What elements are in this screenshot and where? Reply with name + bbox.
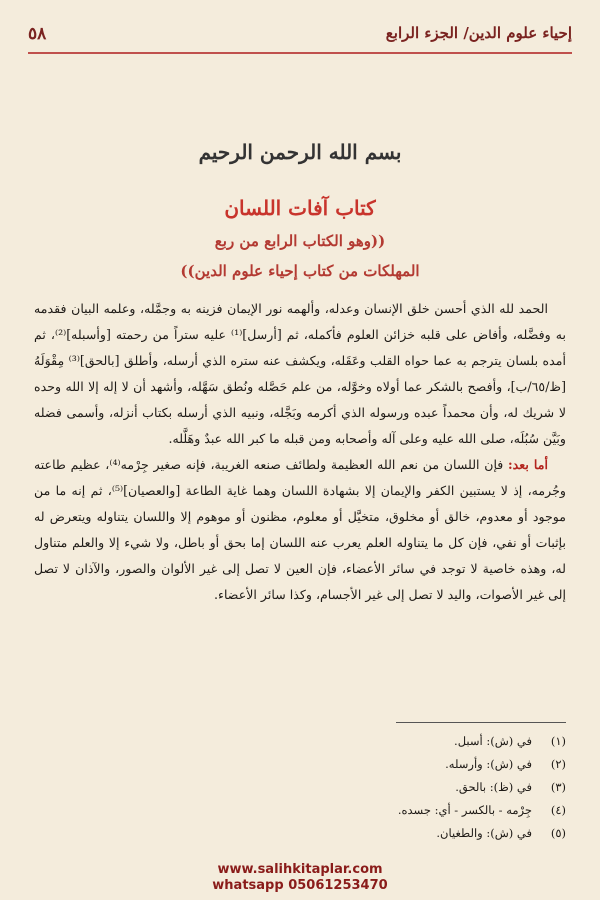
header-title: إحياء علوم الدين/ الجزء الرابع: [385, 24, 572, 42]
footnote-divider: [396, 722, 566, 723]
paragraph-1: الحمد لله الذي أحسن خلق الإنسان وعدله، وألهمه نور الإيمان فزينه به وجمَّله، وعلمه البيان فقدمه به وفضَّله، وأفاض على قلبه خزائن العلوم فأكمله، ثم [أرسل]⁽¹⁾ عليه ستراً من رحمته [وأسبله]⁽²⁾، ثم أمده بلسان يترجم به عما حواه القلب وعَقَله، ويكشف عنه ستره الذي أرسله، وأطلق [بالحق]⁽³⁾ مِقْوَلَهُ [ظ/٦٥/ب]، وأفصح بالشكر عما أولاه وخوَّله، من علم حَصَّله ونُطق سَهَّله، وأشهد أن لا إله إلا الله وحده لا شريك له، وأن محمداً عبده ورسوله الذي أكرمه وبَجَّله، ونبيه الذي أرسله بكتاب أنزله، وأسمى فضله وبَيَّن سُبُلَه، صلى الله عليه وعلى آله وأصحابه ومن قبله ما كبر الله عبدٌ وهَلَّله.: [34, 301, 566, 446]
chapter-subtitle-line-1: ((وهو الكتاب الرابع من ربع: [214, 232, 386, 250]
footnote-number: (٣): [550, 780, 566, 794]
footnote-item: [300, 730, 566, 753]
footnote-number: (٤): [550, 803, 566, 817]
footnote-text: جِرْمه - بالكسر - أي: جسده.: [397, 803, 532, 817]
footnote-text: في (ظ): بالحق.: [455, 780, 532, 794]
running-header: [28, 22, 572, 54]
footnote-number: (١): [550, 734, 566, 748]
footnote-item: [300, 799, 566, 822]
watermark: [0, 862, 600, 894]
footnote-number: (٥): [550, 826, 566, 840]
footnote-item: [300, 776, 566, 799]
paragraph-2: [34, 452, 566, 608]
footnote-number: (٢): [550, 757, 566, 771]
footnote-text: في (ش): والطغيان.: [436, 826, 532, 840]
watermark-website: www.salihkitaplar.com: [217, 862, 383, 877]
footnote-item: [300, 822, 566, 845]
paragraph-2-lead: أما بعد:: [508, 457, 548, 472]
footnotes: [300, 730, 566, 845]
chapter-subtitle-line-2: المهلكات من كتاب إحياء علوم الدين)): [180, 262, 420, 280]
chapter-title: كتاب آفات اللسان: [224, 196, 376, 220]
basmala: بسم الله الرحمن الرحيم: [198, 140, 402, 164]
footnote-text: في (ش): وأرسله.: [445, 757, 532, 771]
main-text: [34, 296, 566, 608]
footnote-text: في (ش): أسبل.: [454, 734, 532, 748]
paragraph-2-text: فإن اللسان من نعم الله العظيمة ولطائف صنعه الغريبة، فإنه صغير جِرْمه⁽⁴⁾، عظيم طاعته وجُرمه، إذ لا يستبين الكفر والإيمان إلا بشهادة اللسان وهما غاية الطاعة [والعصيان]⁽⁵⁾، ثم إنه ما من موجود أو معدوم، خالق أو مخلوق، متخيَّل أو معلوم، مظنون أو موهوم إلا واللسان يتناوله ويتعرض له بإثبات أو نفي، فإن كل ما يتناوله العلم يعرب عنه اللسان إما بحق أو باطل، ولا شيء إلا والعلم متناول له، وهذه خاصية لا توجد في سائر الأعضاء، فإن العين لا تصل إلى غير الألوان والصور، والآذان لا تصل إلى غير الأصوات، واليد لا تصل إلى غير الأجسام، وكذا سائر الأعضاء.: [34, 457, 566, 602]
page-number: ٥٨: [28, 24, 47, 44]
footnote-item: [300, 753, 566, 776]
watermark-whatsapp: whatsapp 05061253470: [212, 878, 388, 893]
